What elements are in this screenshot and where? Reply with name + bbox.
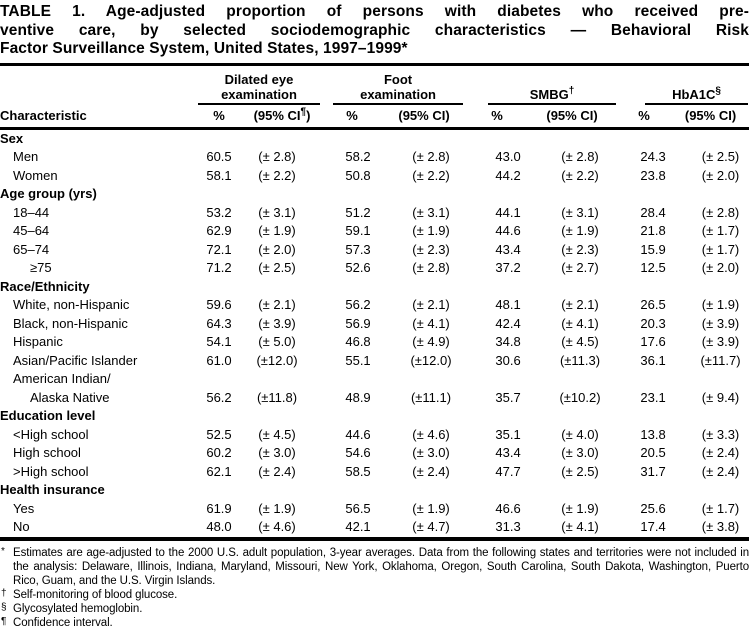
ci-value: (± 2.8) bbox=[258, 149, 296, 164]
ci-value: (± 3.0) bbox=[258, 445, 296, 460]
ci-value: (± 2.2) bbox=[258, 167, 296, 183]
ci-value: (± 2.5) bbox=[258, 260, 296, 275]
pct-value: 55.1 bbox=[345, 352, 371, 368]
ci-value bbox=[672, 128, 749, 148]
ci-header-text: (95% CI bbox=[546, 107, 594, 123]
pct-value: 52.6 bbox=[345, 260, 371, 275]
ci-value bbox=[242, 185, 322, 204]
pct-value: 23.1 bbox=[640, 389, 666, 405]
pct-value: 34.8 bbox=[495, 334, 521, 349]
pct-value: 42.4 bbox=[495, 315, 521, 331]
pct-value: 23.8 bbox=[640, 167, 666, 183]
pct-value bbox=[322, 128, 382, 148]
ci-header-text: ) bbox=[731, 107, 737, 123]
ci-value bbox=[528, 128, 616, 148]
group-header-line bbox=[645, 87, 748, 102]
row-label: Age group (yrs) bbox=[0, 186, 97, 201]
ci-value bbox=[382, 481, 466, 500]
ci-value: (± 2.0) bbox=[258, 241, 296, 257]
footnote-ci bbox=[0, 616, 749, 630]
ci-header bbox=[242, 105, 322, 129]
data-row bbox=[0, 204, 749, 223]
ci-value: (±12.0) bbox=[410, 352, 452, 368]
pct-value: 72.1 bbox=[206, 241, 232, 257]
ci-value: (± 2.8) bbox=[561, 149, 599, 164]
row-label: Race/Ethnicity bbox=[0, 278, 90, 294]
ci-header bbox=[382, 105, 466, 129]
pct-value: 58.2 bbox=[345, 149, 371, 164]
footnote-text: Self-monitoring of blood glucose. bbox=[13, 588, 178, 601]
ci-value: (± 2.2) bbox=[412, 167, 450, 183]
table-header bbox=[0, 66, 749, 129]
ci-value: (± 2.3) bbox=[412, 241, 450, 257]
pct-value: 43.0 bbox=[495, 149, 521, 164]
ci-value: (± 3.0) bbox=[412, 445, 450, 460]
row-label: High school bbox=[13, 445, 81, 460]
pct-value: 30.6 bbox=[495, 352, 521, 368]
pct-value bbox=[616, 128, 672, 148]
pct-value: 53.2 bbox=[206, 204, 232, 220]
ci-value: (± 2.5) bbox=[701, 149, 740, 164]
group-header-hba1c bbox=[616, 66, 749, 105]
ci-value: (± 4.6) bbox=[258, 519, 296, 534]
pct-value: 54.1 bbox=[206, 334, 232, 349]
pct-value bbox=[466, 185, 528, 204]
row-label: Yes bbox=[13, 500, 35, 516]
pct-value: 50.8 bbox=[345, 167, 371, 183]
pct-value bbox=[466, 370, 528, 389]
pct-value bbox=[616, 185, 672, 204]
row-label: ≥75 bbox=[30, 260, 52, 275]
ci-value: (± 2.4) bbox=[412, 463, 450, 479]
group-header-smbg bbox=[466, 66, 616, 105]
footnote-estimates bbox=[0, 546, 749, 588]
pct-value: 36.1 bbox=[640, 352, 666, 368]
ci-value: (± 2.1) bbox=[258, 297, 296, 312]
pct-value: 35.1 bbox=[495, 426, 521, 442]
pct-value: 57.3 bbox=[345, 241, 371, 257]
pct-value bbox=[196, 128, 242, 148]
ci-value: (± 3.3) bbox=[701, 426, 740, 442]
table-title bbox=[0, 0, 749, 59]
ci-header bbox=[528, 105, 616, 129]
group-header-line: Foot bbox=[383, 71, 413, 87]
ci-value: (± 1.7) bbox=[701, 500, 740, 516]
ci-value: (± 4.1) bbox=[412, 315, 450, 331]
row-label: 45–64 bbox=[13, 223, 50, 238]
data-row bbox=[0, 352, 749, 371]
group-header-text: examination bbox=[360, 86, 436, 102]
pct-value: 48.1 bbox=[495, 297, 521, 312]
ci-header-text: ) bbox=[445, 107, 450, 123]
footnote-text: Estimates are age-adjusted to the 2000 U.S. adult population, 3-year averages. Data from the following states and territories were not included in the analysis: Delaware, Illinois, Indiana, Maryland, Missouri, New York, Oklahoma, Oregon, South Carolina, South Dakota, Washington, Puerto Rico, Guam, and the U.S. Virgin Islands. bbox=[13, 546, 749, 587]
pct-value: 56.2 bbox=[345, 297, 371, 312]
row-label: Health insurance bbox=[0, 482, 105, 497]
ci-value: (± 2.1) bbox=[412, 297, 450, 312]
ci-value bbox=[382, 370, 466, 389]
ci-header bbox=[672, 105, 749, 129]
data-row bbox=[0, 222, 749, 241]
ci-header-text: (95% CI bbox=[398, 107, 446, 123]
ci-value: (± 3.1) bbox=[412, 204, 450, 220]
ci-value bbox=[528, 481, 616, 500]
pct-value: 44.1 bbox=[495, 204, 521, 220]
ci-header-text: ) bbox=[593, 107, 598, 123]
pct-value: 17.4 bbox=[640, 519, 666, 534]
ci-value: (± 9.4) bbox=[701, 389, 740, 405]
pct-value bbox=[322, 407, 382, 426]
footnote-marker: § bbox=[1, 601, 7, 613]
group-header-line bbox=[488, 87, 616, 102]
pct-value: 56.9 bbox=[345, 315, 371, 331]
section-row bbox=[0, 185, 749, 204]
section-row bbox=[0, 407, 749, 426]
pct-value: 60.2 bbox=[206, 445, 232, 460]
data-row bbox=[0, 500, 749, 519]
ci-value bbox=[242, 407, 322, 426]
pct-value: 24.3 bbox=[640, 149, 666, 164]
pct-value bbox=[466, 128, 528, 148]
ci-value: (± 4.5) bbox=[258, 426, 296, 442]
ci-value: (± 4.9) bbox=[412, 334, 450, 349]
pct-value: 26.5 bbox=[640, 297, 666, 312]
group-header-foot-examination bbox=[322, 66, 466, 105]
ci-value: (± 2.0) bbox=[701, 167, 740, 183]
data-row bbox=[0, 333, 749, 352]
ci-value: (± 1.9) bbox=[412, 500, 450, 516]
pct-value: 62.9 bbox=[206, 223, 232, 238]
data-row bbox=[0, 259, 749, 278]
ci-value: (± 4.6) bbox=[412, 426, 450, 442]
ci-header-text: ) bbox=[306, 107, 311, 123]
ci-value bbox=[242, 278, 322, 297]
group-header-text: HbA1C bbox=[672, 86, 716, 102]
pct-value: 42.1 bbox=[345, 519, 371, 534]
footnote-marker: § bbox=[715, 85, 721, 97]
ci-value: (± 2.5) bbox=[561, 463, 599, 479]
data-table bbox=[0, 66, 749, 537]
pct-value bbox=[466, 278, 528, 297]
pct-value: 31.3 bbox=[495, 519, 521, 534]
footnote-marker: † bbox=[1, 587, 7, 599]
data-row bbox=[0, 426, 749, 445]
ci-value: (± 3.9) bbox=[258, 315, 296, 331]
pct-value bbox=[616, 278, 672, 297]
footnotes bbox=[0, 546, 749, 630]
group-header-line bbox=[333, 87, 463, 102]
ci-value: (± 3.1) bbox=[561, 204, 599, 220]
ci-value: (±11.3) bbox=[559, 352, 601, 368]
ci-value bbox=[382, 278, 466, 297]
pct-header: % bbox=[196, 105, 242, 129]
pct-value bbox=[196, 370, 242, 389]
ci-value: (± 1.7) bbox=[701, 223, 740, 238]
group-header-line: Dilated eye bbox=[224, 71, 294, 87]
section-row bbox=[0, 128, 749, 148]
pct-value: 37.2 bbox=[495, 260, 521, 275]
ci-value: (± 2.0) bbox=[701, 260, 740, 275]
pct-value: 35.7 bbox=[495, 389, 521, 405]
pct-value: 46.8 bbox=[345, 334, 371, 349]
pct-value: 59.1 bbox=[345, 223, 371, 238]
ci-value: (± 2.8) bbox=[701, 204, 740, 220]
footnote-marker: † bbox=[568, 85, 575, 97]
pct-value bbox=[466, 481, 528, 500]
ci-value: (±12.0) bbox=[256, 352, 298, 368]
row-label: 65–74 bbox=[13, 241, 50, 257]
ci-value: (±10.2) bbox=[559, 389, 601, 405]
ci-value: (± 2.4) bbox=[258, 463, 296, 479]
ci-value: (± 3.8) bbox=[701, 519, 740, 534]
data-row bbox=[0, 518, 749, 537]
ci-value: (± 1.9) bbox=[561, 500, 599, 516]
pct-value bbox=[322, 278, 382, 297]
pct-value: 51.2 bbox=[345, 204, 371, 220]
ci-value: (± 3.1) bbox=[258, 204, 296, 220]
ci-value bbox=[672, 185, 749, 204]
pct-value bbox=[196, 185, 242, 204]
row-label: Sex bbox=[0, 130, 24, 146]
ci-value: (± 1.9) bbox=[258, 500, 296, 516]
ci-value bbox=[672, 370, 749, 389]
pct-value: 71.2 bbox=[206, 260, 232, 275]
footnote-smbg bbox=[0, 588, 749, 602]
pct-value: 59.6 bbox=[206, 297, 232, 312]
pct-value bbox=[322, 185, 382, 204]
footnote-marker: * bbox=[1, 545, 5, 557]
ci-value: (± 4.7) bbox=[412, 519, 450, 534]
ci-value bbox=[242, 481, 322, 500]
pct-header: % bbox=[466, 105, 528, 129]
pct-value: 64.3 bbox=[206, 315, 232, 331]
ci-value: (± 1.9) bbox=[258, 223, 296, 238]
pct-header: % bbox=[616, 105, 672, 129]
pct-value: 54.6 bbox=[345, 445, 371, 460]
data-table-container bbox=[0, 63, 749, 541]
group-header-text: examination bbox=[221, 86, 297, 102]
pct-value: 56.5 bbox=[345, 500, 371, 516]
data-row bbox=[0, 370, 749, 389]
pct-value: 52.5 bbox=[206, 426, 232, 442]
pct-value: 46.6 bbox=[495, 500, 521, 516]
ci-value: (± 1.9) bbox=[701, 297, 740, 312]
ci-value: (± 3.0) bbox=[561, 445, 599, 460]
pct-value: 20.5 bbox=[640, 445, 666, 460]
ci-value: (± 4.0) bbox=[561, 426, 599, 442]
pct-value: 62.1 bbox=[206, 463, 232, 479]
pct-value: 20.3 bbox=[640, 315, 666, 331]
pct-value: 44.2 bbox=[495, 167, 521, 183]
pct-value bbox=[616, 407, 672, 426]
ci-value: (± 2.2) bbox=[561, 167, 599, 183]
footnote-text: Glycosylated hemoglobin. bbox=[13, 602, 143, 615]
ci-value bbox=[672, 278, 749, 297]
ci-header-text: (95% CI bbox=[684, 107, 732, 123]
pct-value bbox=[616, 481, 672, 500]
row-label: Education level bbox=[0, 408, 96, 423]
pct-value: 47.7 bbox=[495, 463, 521, 479]
row-label: <High school bbox=[13, 426, 89, 442]
pct-header: % bbox=[322, 105, 382, 129]
pct-value: 60.5 bbox=[206, 149, 232, 164]
row-label: Women bbox=[13, 167, 58, 183]
ci-value bbox=[672, 407, 749, 426]
row-label: White, non-Hispanic bbox=[13, 297, 130, 312]
pct-value bbox=[196, 278, 242, 297]
pct-value: 31.7 bbox=[640, 463, 666, 479]
pct-value: 61.0 bbox=[206, 352, 232, 368]
pct-value: 44.6 bbox=[345, 426, 371, 442]
ci-value: (± 5.0) bbox=[258, 334, 296, 349]
footnote-hba1c bbox=[0, 602, 749, 616]
group-header-dilated-eye-examination bbox=[196, 66, 322, 105]
pct-value bbox=[616, 370, 672, 389]
group-header-line bbox=[198, 87, 320, 102]
ci-value: (± 4.1) bbox=[561, 315, 599, 331]
ci-value bbox=[672, 481, 749, 500]
ci-value: (±11.8) bbox=[256, 389, 298, 405]
pct-value: 25.6 bbox=[640, 500, 666, 516]
ci-value: (± 4.5) bbox=[561, 334, 599, 349]
pct-value: 48.0 bbox=[206, 519, 232, 534]
title-line-1: TABLE 1. Age-adjusted proportion of persons with diabetes who received pre- bbox=[0, 3, 749, 20]
ci-value: (± 1.7) bbox=[701, 241, 740, 257]
ci-value: (±11.7) bbox=[700, 352, 741, 368]
ci-value bbox=[528, 278, 616, 297]
pct-value: 43.4 bbox=[495, 241, 521, 257]
data-row bbox=[0, 315, 749, 334]
data-row bbox=[0, 241, 749, 260]
title-line-2: ventive care, by selected sociodemographic characteristics — Behavioral Risk bbox=[0, 21, 749, 39]
ci-value bbox=[382, 128, 466, 148]
table-body bbox=[0, 128, 749, 537]
row-label: Men bbox=[13, 149, 39, 164]
footnote-marker: ¶ bbox=[1, 615, 7, 627]
footnote-marker: ¶ bbox=[300, 106, 307, 118]
pct-value: 17.6 bbox=[640, 334, 666, 349]
pct-value: 15.9 bbox=[640, 241, 666, 257]
ci-value: (±11.1) bbox=[410, 389, 452, 405]
data-row bbox=[0, 389, 749, 408]
characteristic-header: Characteristic bbox=[0, 66, 196, 129]
data-row bbox=[0, 444, 749, 463]
pct-value: 48.9 bbox=[345, 389, 371, 405]
ci-value bbox=[382, 185, 466, 204]
pct-value: 44.6 bbox=[495, 223, 521, 238]
row-label: Black, non-Hispanic bbox=[13, 315, 128, 331]
pct-value bbox=[196, 407, 242, 426]
spanner-row bbox=[0, 66, 749, 105]
ci-value: (± 2.3) bbox=[561, 241, 599, 257]
ci-value: (± 2.8) bbox=[412, 149, 450, 164]
pct-value: 12.5 bbox=[640, 260, 666, 275]
ci-value bbox=[242, 128, 322, 148]
row-label: Asian/Pacific Islander bbox=[13, 352, 138, 368]
ci-value: (± 2.1) bbox=[561, 297, 599, 312]
data-row bbox=[0, 296, 749, 315]
ci-value: (± 3.9) bbox=[701, 315, 740, 331]
ci-value: (± 2.4) bbox=[701, 445, 740, 460]
data-row bbox=[0, 167, 749, 186]
ci-value: (± 2.8) bbox=[412, 260, 450, 275]
row-label: 18–44 bbox=[13, 204, 50, 220]
pct-value bbox=[466, 407, 528, 426]
ci-value bbox=[382, 407, 466, 426]
row-label: American Indian/ bbox=[13, 371, 111, 386]
section-row bbox=[0, 278, 749, 297]
pct-value: 43.4 bbox=[495, 445, 521, 460]
ci-value: (± 1.9) bbox=[412, 223, 450, 238]
group-header-text: SMBG bbox=[529, 86, 569, 102]
pct-value: 21.8 bbox=[640, 223, 666, 238]
pct-value bbox=[322, 481, 382, 500]
pct-value: 28.4 bbox=[640, 204, 666, 220]
ci-value bbox=[242, 370, 322, 389]
pct-value: 13.8 bbox=[640, 426, 666, 442]
pct-value: 58.5 bbox=[345, 463, 371, 479]
data-row bbox=[0, 463, 749, 482]
section-row bbox=[0, 481, 749, 500]
pct-value: 58.1 bbox=[206, 167, 232, 183]
ci-value: (± 1.9) bbox=[561, 223, 599, 238]
ci-value: (± 2.7) bbox=[561, 260, 599, 275]
footnote-text: Confidence interval. bbox=[13, 616, 113, 629]
row-label: No bbox=[13, 519, 30, 534]
row-label: >High school bbox=[13, 463, 89, 479]
data-row bbox=[0, 148, 749, 167]
ci-value: (± 2.4) bbox=[701, 463, 740, 479]
ci-value bbox=[528, 370, 616, 389]
ci-value bbox=[528, 185, 616, 204]
pct-value bbox=[322, 370, 382, 389]
ci-value: (± 4.1) bbox=[561, 519, 599, 534]
row-label: Alaska Native bbox=[30, 389, 110, 405]
ci-value: (± 3.9) bbox=[701, 334, 740, 349]
ci-value bbox=[528, 407, 616, 426]
pct-value: 56.2 bbox=[206, 389, 232, 405]
pct-value bbox=[196, 481, 242, 500]
pct-value: 61.9 bbox=[206, 500, 232, 516]
ci-header-text: (95% CI bbox=[253, 107, 301, 123]
title-line-3: Factor Surveillance System, United States, 1997–1999* bbox=[0, 40, 408, 57]
row-label: Hispanic bbox=[13, 334, 63, 349]
